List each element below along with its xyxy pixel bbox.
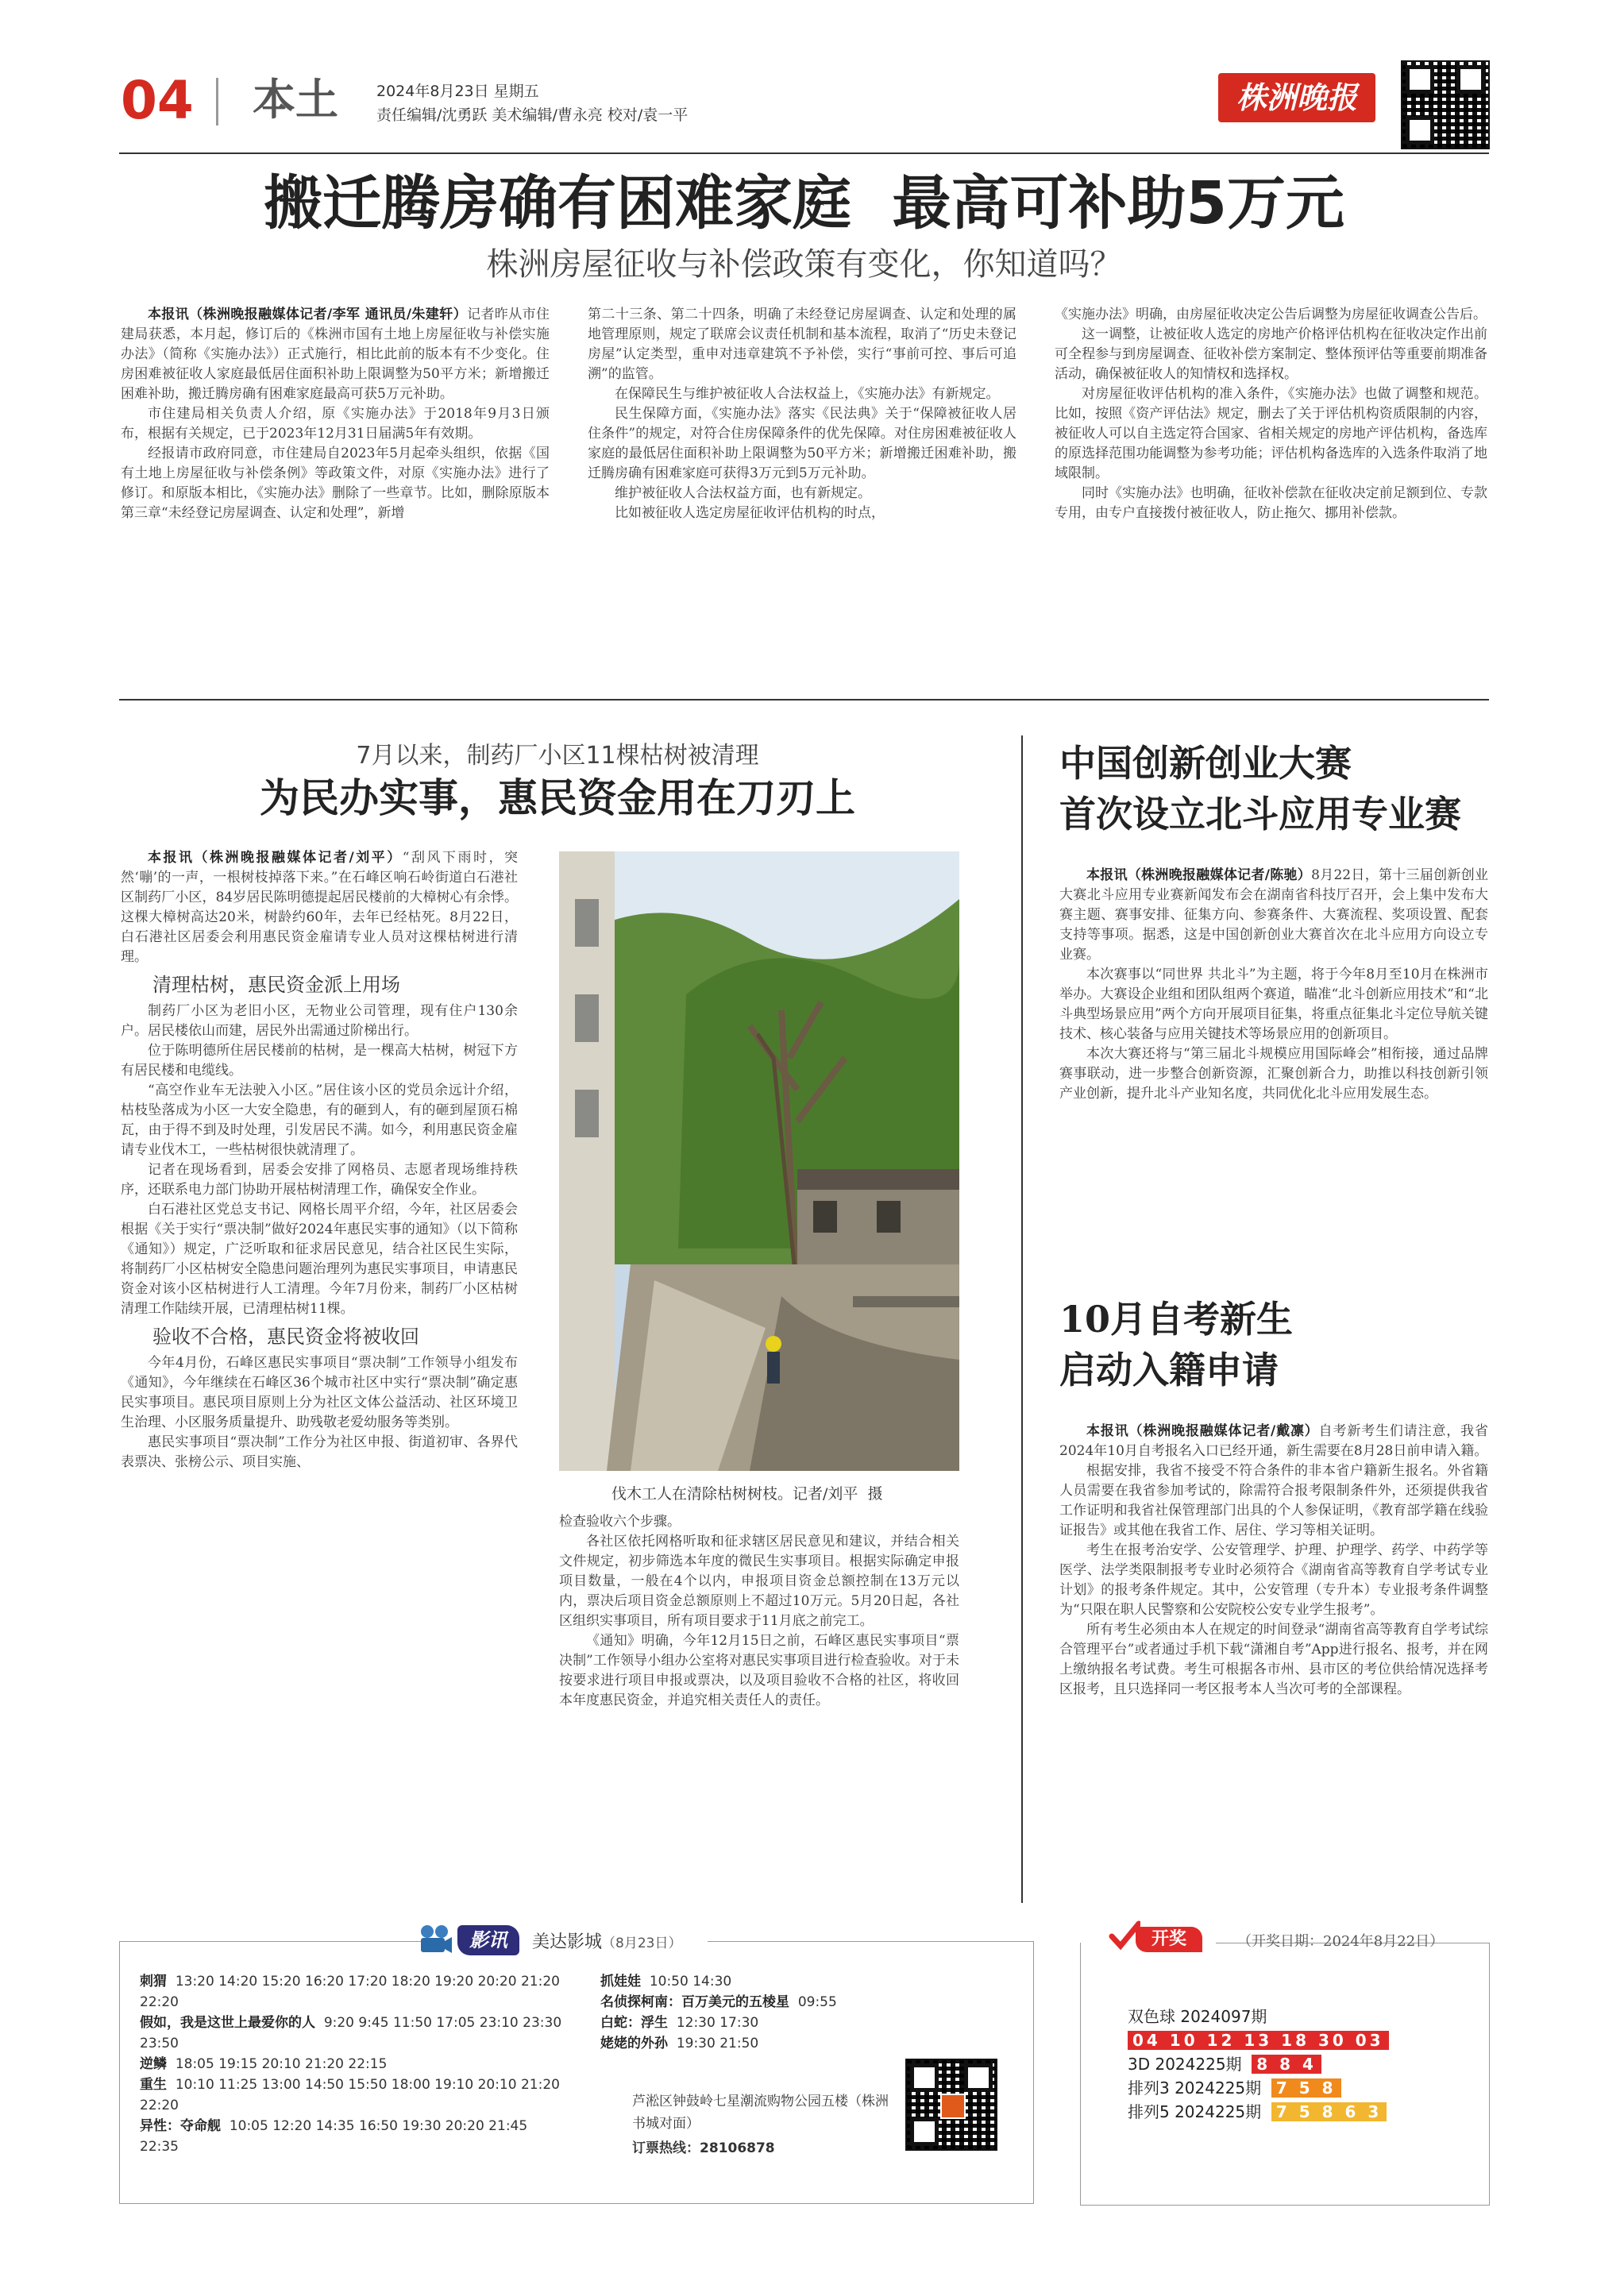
paragraph: 这一调整，让被征收人选定的房地产价格评估机构在征收决定作出前可全程参与到房屋调查、征收补偿方案制定、整体预评估等重要前期准备活动，确保被征收人的知情权和选择权。 (1055, 326, 1487, 382)
paragraph: 《实施办法》明确，由房屋征收决定公告后调整为房屋征收调查公告后。 (1055, 307, 1487, 322)
trees-photo (559, 851, 959, 1471)
paragraph: 惠民实事项目“票决制”工作分为社区申报、街道初审、各界代表票决、张榜公示、项目实施、 (121, 1434, 518, 1470)
header-editors: 责任编辑/沈勇跃 美术编辑/曹永亮 校对/袁一平 (376, 106, 689, 124)
cinema-top-line-right (708, 1941, 1033, 1942)
trees-kicker: 7月以来，制药厂小区11棵枯树被清理 (356, 742, 759, 770)
list-item: 异性：夺命舰 10:05 12:20 14:35 16:50 19:30 20:20 21:45 22:35 (140, 2118, 528, 2155)
paragraph: 维护被征收人合法权益方面，也有新规定。 (615, 485, 871, 501)
header-date: 2024年8月23日 星期五 (376, 83, 539, 100)
cinema-badge: 影讯 (457, 1925, 519, 1955)
main-story-col3 (1055, 305, 1487, 678)
main-story-col2 (588, 305, 1016, 678)
trees-subhead-1: 清理枯树，惠民资金派上用场 (152, 974, 400, 996)
showtimes-right (600, 1971, 1013, 2054)
paragraph: 经报请市政府同意，市住建局自2023年5月起牵头组织，依据《国有土地上房屋征收与补偿条例》等政策文件，对原《实施办法》进行了修订。和原版本相比，《实施办法》删除了一些章节。比如，删除原版本第三章“未经登记房屋调查、认定和处理”，新增 (121, 446, 550, 521)
cinema-name: 美达影城 (532, 1932, 603, 1952)
paragraph: 《通知》明确，今年12月15日之前，石峰区惠民实事项目“票决制”工作领导小组办公室将对惠民实事项目进行检查验收。对于未按要求进行项目申报或票决，以及项目验收不合格的社区，将收回本年度惠民资金，并追究相关责任人的责任。 (559, 1633, 959, 1708)
paragraph: 对房屋征收评估机构的准入条件，《实施办法》也做了调整和规范。比如，按照《资产评估法》规定，删去了关于评估机构资质限制的内容，被征收人可以自主选定符合国家、省相关规定的房地产评估机构，备选库的原选择范围功能调整为参考功能；评估机构备选库的入选条件取消了地域限制。 (1055, 386, 1487, 481)
lottery-numbers: 7 5 8 6 3 (1271, 2102, 1387, 2121)
lottery-row-3d: 3D 2024225期 8 8 4 (1128, 2052, 1461, 2076)
list-item: 假如，我是这世上最爱你的人 9:20 9:45 11:50 17:05 23:10 23:30 23:50 (140, 2015, 562, 2051)
section-rule (119, 699, 1489, 701)
paragraph: 本次赛事以“同世界 共北斗”为主题，将于今年8月至10月在株洲市举办。大赛设企业组和团队组两个赛道，瞄准“北斗创新应用技术”和“北斗典型场景应用”两个方向开展项目征集，将重点征集北斗定位导航关键技术、核心装备与应用关键技术等场景应用的创新项目。 (1059, 967, 1488, 1042)
paragraph: 今年4月份，石峰区惠民实事项目“票决制”工作领导小组发布《通知》，今年继续在石峰区36个城市社区中实行“票决制”确定惠民实事项目。惠民项目原则上分为社区文体公益活动、社区环境卫生治理、小区服务质量提升、助残敬老爱幼服务等类别。 (121, 1355, 518, 1430)
film-camera-icon (418, 1924, 453, 1955)
header-rule (119, 152, 1489, 154)
paragraph: 同时《实施办法》也明确，征收补偿款在征收决定前足额到位、专款专用，由专户直接拨付被征收人，防止拖欠、挪用补偿款。 (1055, 485, 1487, 521)
trees-subhead-2: 验收不合格，惠民资金将被收回 (152, 1326, 419, 1348)
list-item: 抓娃娃 10:50 14:30 (600, 1974, 732, 1990)
showtimes-left (140, 1971, 569, 2157)
main-subheadline: 株洲房屋征收与补偿政策有变化，你知道吗？ (486, 246, 1122, 283)
page-header (0, 56, 1624, 151)
beidou-byline: 本报讯（株洲晚报融媒体记者/陈驰） (1086, 867, 1312, 883)
lottery-row-p5: 排列5 2024225期 7 5 8 6 3 (1128, 2100, 1461, 2124)
masthead-logo (1218, 73, 1375, 122)
paragraph: 位于陈明德所住居民楼前的枯树，是一棵高大枯树，树冠下方有居民楼和电缆线。 (121, 1043, 518, 1079)
list-item: 刺猬 13:20 14:20 15:20 16:20 17:20 18:20 19:20 20:20 21:20 22:20 (140, 1974, 560, 2010)
paragraph: “高空作业车无法驶入小区。”居住该小区的党员余远计介绍，枯枝坠落成为小区一大安全隐患，有的砸到人，有的砸到屋顶石棉瓦，由于得不到及时处理，引发居民不满。如今，利用惠民资金雇请专业伐木工，一些枯树很快就清理了。 (121, 1083, 518, 1158)
paragraph: 各社区依托网格听取和征求辖区居民意见和建议，并结合相关文件规定，初步筛选本年度的微民生实事项目。根据实际确定申报项目数量，一般在4个以内，申报项目资金总额控制在13万元以内，票决后项目资金总额原则上不超过10万元。5月20日起，各社区组织实事项目，所有项目要求于11月底之前完工。 (559, 1534, 959, 1629)
cinema-address: 芦淞区钟鼓岭七星潮流购物公园五楼（株洲书城对面） (632, 2094, 889, 2132)
lottery-numbers: 7 5 8 (1271, 2078, 1341, 2098)
list-item: 白蛇：浮生 12:30 17:30 (600, 2015, 759, 2031)
page-number: 04 (121, 70, 194, 131)
cinema-date: （8月23日） (602, 1936, 682, 1951)
paragraph: 比如被征收人选定房屋征收评估机构的时点， (615, 505, 885, 521)
photo-illustration (559, 851, 959, 1471)
paragraph: 根据安排，我省不接受不符合条件的非本省户籍新生报名。外省籍人员需要在我省参加考试的，除需符合报考限制条件外，还须提供我省工作证明和我省社保管理部门出具的个人参保证明，《教育部学籍在线验证报告》或其他在我省工作、居住、学习等相关证明。 (1059, 1463, 1488, 1538)
trees-headline: 为民办实事，惠民资金用在刀刃上 (260, 774, 855, 821)
paragraph: 考生在报考治安学、公安管理学、护理、护理学、药学、中药学等医学、法学类限制报考专业时必须符合《湖南省高等教育自学考试专业计划》的报考条件规定。其中，公安管理（专升本）专业报考条件调整为“只限在职人民警察和公安院校公安专业学生报考”。 (1059, 1542, 1488, 1618)
paragraph: 检查验收六个步骤。 (559, 1514, 681, 1530)
exam-headline-2: 启动入籍申请 (1059, 1349, 1279, 1391)
beidou-headline-1: 中国创新创业大赛 (1059, 742, 1352, 785)
paragraph: 在保障民生与维护被征收人合法权益上，《实施办法》有新规定。 (615, 386, 1000, 402)
paragraph: 市住建局相关负责人介绍，原《实施办法》于2018年9月3日颁布，根据有关规定，已于2023年12月31日届满5年有效期。 (121, 406, 550, 442)
main-headline: 搬迁腾房确有困难家庭 最高可补助5万元 (263, 169, 1344, 237)
main-byline: 本报讯（株洲晚报融媒体记者/李军 通讯员/朱建轩） (148, 307, 468, 322)
list-item: 逆鳞 18:05 19:15 20:10 21:20 22:15 (140, 2056, 388, 2072)
exam-headline-1: 10月自考新生 (1059, 1298, 1294, 1341)
paragraph: 记者在现场看到，居委会安排了网格员、志愿者现场维持秩序，还联系电力部门协助开展枯树清理工作，确保安全作业。 (121, 1162, 518, 1198)
trees-col2 (559, 1512, 959, 1900)
main-story-col1: 本报讯（株洲晚报融媒体记者/李军 通讯员/朱建轩）记者昨从市住建局获悉，本月起，修订后的《株洲市国有土地上房屋征收与补偿实施办法》（简称《实施办法》）正式施行，相比此前的版本有不少变化。住房困难被征收人家庭最低居住面积补助上限调整为50平方米；新增搬迁困难补助，搬迁腾房确有困难家庭最高可获5万元补助。 市住建局相关负责人介绍，原《实施办法》于2018年9月3日颁布，根据有关规定，已于2023年12月31日届满5年有效期。 经报请市政府同意，市住建局自2023年5月起牵头组织，依据《国有土地上房屋征收与补偿条例》等政策文件，对原《实施办法》进行了修订。和原版本相比，《实施办法》删除了一些章节。比如，删除原版本第三章“未经登记房屋调查、认定和处理”，新增 (121, 305, 550, 678)
lottery-badge: 开奖 (1136, 1927, 1202, 1952)
paragraph: 制药厂小区为老旧小区，无物业公司管理，现有住户130余户。居民楼依山而建，居民外出需通过阶梯出行。 (121, 1003, 518, 1039)
paragraph: 白石港社区党总支书记、网格长周平介绍，今年，社区居委会根据《关于实行“票决制”做好2024年惠民实事的通知》（以下简称《通知》）规定，广泛听取和征求居民意见，结合社区民生实际，将制药厂小区枯树安全隐患问题治理列为惠民实事项目，申请惠民资金对该小区枯树进行人工清理。今年7月份来，制药厂小区枯树清理工作陆续开展，已清理枯树11棵。 (121, 1202, 518, 1317)
paragraph: 第二十三条、第二十四条，明确了未经登记房屋调查、认定和处理的属地管理原则，规定了联席会议责任机制和基本流程，取消了“历史未登记房屋”认定类型，重申对违章建筑不予补偿，实行“事前可控、事后可追溯”的监管。 (588, 307, 1016, 382)
paragraph: 所有考生必须由本人在规定的时间登录“湖南省高等教育自学考试综合管理平台”或者通过手机下载“潇湘自考”App进行报名、报考，并在网上缴纳报名考试费。考生可根据各市州、县市区的考位供给情况选择考区报考，且只选择同一考区报考本人当次可考的全部课程。 (1059, 1622, 1488, 1697)
section-title: 本土 (253, 75, 338, 125)
list-item: 名侦探柯南：百万美元的五棱星 09:55 (600, 1994, 837, 2010)
paragraph: 本次大赛还将与“第三届北斗规模应用国际峰会”相衔接，通过品牌赛事联动，进一步整合创新资源，汇聚创新合力，助推以科技创新引领产业创新，提升北斗产业知名度，共同优化北斗应用发展生态。 (1059, 1046, 1488, 1102)
beidou-body: 本报讯（株洲晚报融媒体记者/陈驰）8月22日，第十三届创新创业大赛北斗应用专业赛新闻发布会在湖南省科技厅召开，会上集中发布大赛主题、赛事安排、征集方向、参赛条件、大赛流程、奖项设置、配套支持等事项。据悉，这是中国创新创业大赛首次在北斗应用方向设立专业赛。 本次赛事以“同世界 共北斗”为主题，将于今年8月至10月在株洲市举办。大赛设企业组和团队组两个赛道，瞄准“北斗创新应用技术”和“北斗典型场景应用”两个方向开展项目征集，将重点征集北斗定位导航关键技术、核心装备与应用关键技术等场景应用的创新项目。 本次大赛还将与“第三届北斗规模应用国际峰会”相衔接，通过品牌赛事联动，进一步整合创新资源，汇聚创新合力，助推以科技创新引领产业创新，提升北斗产业知名度，共同优化北斗应用发展生态。 (1059, 866, 1488, 1260)
lottery-numbers: 04 10 12 13 18 30 03 (1128, 2031, 1389, 2050)
masthead-text: 株洲晚报 (1236, 79, 1357, 115)
cinema-qr-code-icon (905, 2059, 997, 2151)
paragraph: 民生保障方面，《实施办法》落实《民法典》关于“保障被征收人居住条件”的规定，对符合住房保障条件的优先保障。对住房困难被征收人家庭的最低居住面积补助上限调整为50平方米；新增搬迁困难补助，搬迁腾房确有困难家庭可获得3万元到5万元补助。 (588, 406, 1016, 481)
exam-body: 本报讯（株洲晚报融媒体记者/戴凛）自考新考生们请注意，我省2024年10月自考报名入口已经开通，新生需要在8月28日前申请入籍。 根据安排，我省不接受不符合条件的非本省户籍新生报名。外省籍人员需要在我省参加考试的，除需符合报考限制条件外，还须提供我省工作证明和我省社保管理部门出具的个人参保证明，《教育部学籍在线验证报告》或其他在我省工作、居住、学习等相关证明。 考生在报考治安学、公安管理学、护理、护理学、药学、中药学等医学、法学类限制报考专业时必须符合《湖南省高等教育自学考试专业计划》的报考条件规定。其中，公安管理（专升本）专业报考条件调整为“只限在职人民警察和公安院校公安专业学生报考”。 所有考生必须由本人在规定的时间登录“湖南省高等教育自学考试综合管理平台”或者通过手机下载“潇湘自考”App进行报名、报考，并在网上缴纳报名考试费。考生可根据各市州、县市区的考位供给情况选择考区报考，且只选择同一考区报考本人当次可考的全部课程。 (1059, 1422, 1488, 1901)
lottery-results (1128, 2005, 1461, 2124)
trees-col1: 本报讯（株洲晚报融媒体记者/刘平）“刮风下雨时，突然‘嘣’的一声，一根树枝掉落下来。”在石峰区响石岭街道白石港社区制药厂小区，84岁居民陈明德提起居民楼前的大樟树心有余悸。这棵大樟树高达20米，树龄约60年，去年已经枯死。8月22日，白石港社区居委会利用惠民资金雇请专业人员对这棵枯树进行清理。 清理枯树，惠民资金派上用场 制药厂小区为老旧小区，无物业公司管理，现有住户130余户。居民楼依山而建，居民外出需通过阶梯出行。 位于陈明德所住居民楼前的枯树，是一棵高大枯树，树冠下方有居民楼和电缆线。 “高空作业车无法驶入小区。”居住该小区的党员余远计介绍，枯枝坠落成为小区一大安全隐患，有的砸到人，有的砸到屋顶石棉瓦，由于得不到及时处理，引发居民不满。如今，利用惠民资金雇请专业伐木工，一些枯树很快就清理了。 记者在现场看到，居委会安排了网格员、志愿者现场维持秩序，还联系电力部门协助开展枯树清理工作，确保安全作业。 白石港社区党总支书记、网格长周平介绍，今年，社区居委会根据《关于实行“票决制”做好2024年惠民实事的通知》（以下简称《通知》）规定，广泛听取和征求居民意见，结合社区民生实际，将制药厂小区枯树安全隐患问题治理列为惠民实事项目，申请惠民资金对该小区枯树进行人工清理。今年7月份来，制药厂小区枯树清理工作陆续开展，已清理枯树11棵。 验收不合格，惠民资金将被收回 今年4月份，石峰区惠民实事项目“票决制”工作领导小组发布《通知》，今年继续在石峰区36个城市社区中实行“票决制”确定惠民实事项目。惠民项目原则上分为社区文体公益活动、社区环境卫生治理、小区服务质量提升、助残敬老爱幼服务等类别。 惠民实事项目“票决制”工作分为社区申报、街道初审、各界代表票决、张榜公示、项目实施、 (121, 848, 518, 1900)
cinema-hotline: 订票热线：28106878 (632, 2140, 775, 2156)
column-divider (1021, 735, 1023, 1903)
lottery-row-ssq-numbers (1128, 2028, 1461, 2052)
lottery-row-p3: 排列3 2024225期 7 5 8 (1128, 2076, 1461, 2100)
header-divider (216, 78, 218, 125)
trees-photo-caption: 伐木工人在清除枯树树枝。记者/刘平 摄 (611, 1485, 883, 1503)
lottery-numbers: 8 8 4 (1252, 2055, 1321, 2074)
trees-byline: 本报讯（株洲晚报融媒体记者/刘平） (148, 850, 403, 866)
cinema-top-line-left (120, 1941, 422, 1942)
list-item: 姥姥的外孙 19:30 21:50 (600, 2036, 759, 2051)
qr-code-icon (1401, 60, 1490, 149)
list-item: 重生 10:10 11:25 13:00 14:50 15:50 18:00 19:10 20:10 21:20 22:20 (140, 2077, 560, 2113)
beidou-headline-2: 首次设立北斗应用专业赛 (1059, 793, 1461, 836)
lottery-row-ssq: 双色球 2024097期 (1128, 2007, 1267, 2026)
lottery-date: （开奖日期：2024年8月22日） (1237, 1933, 1445, 1950)
exam-byline: 本报讯（株洲晚报融媒体记者/戴凛） (1086, 1423, 1319, 1439)
